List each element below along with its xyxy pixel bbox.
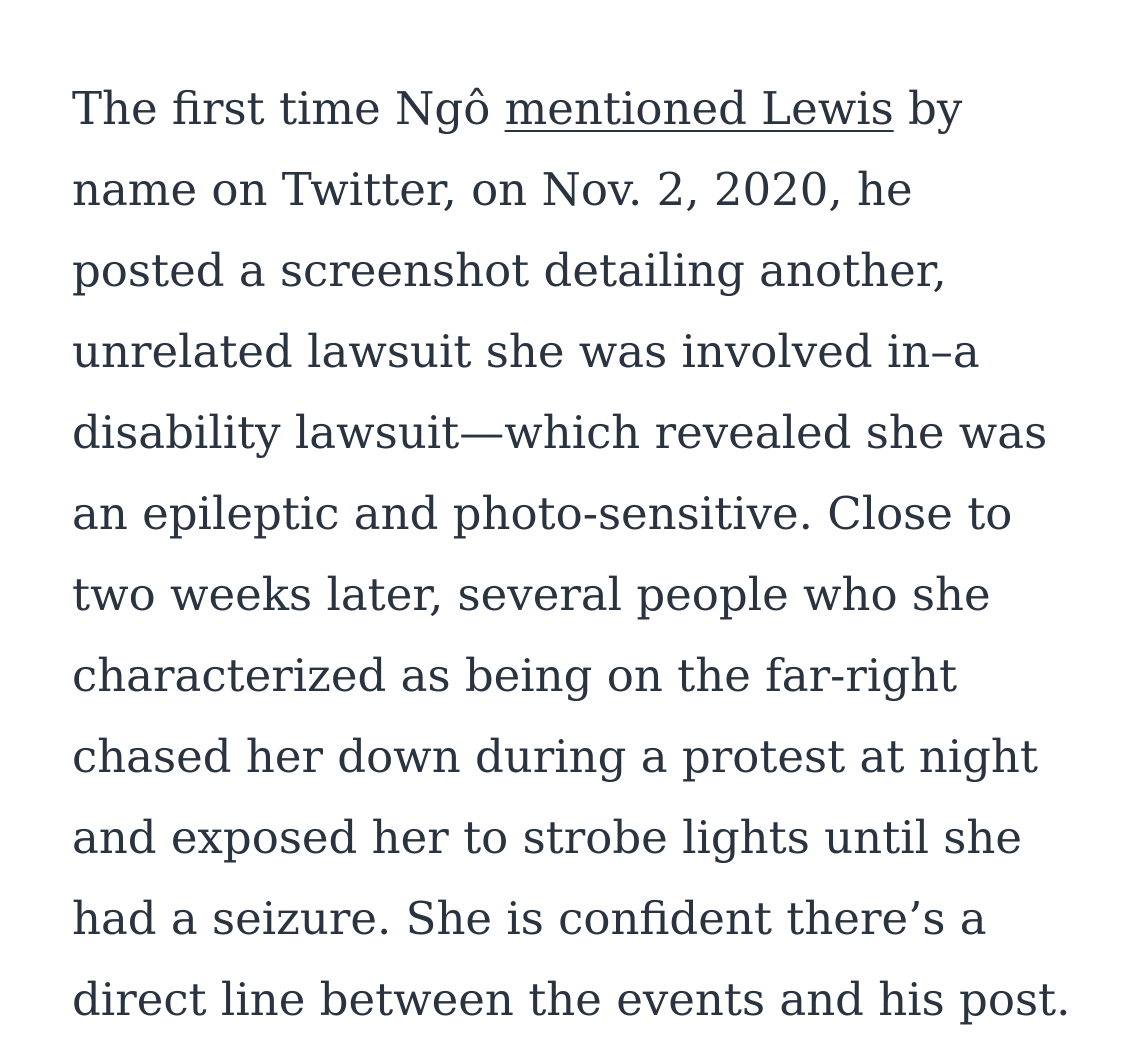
paragraph-line: two weeks later, several people who she bbox=[72, 568, 991, 621]
paragraph-line: and exposed her to strobe lights until she bbox=[72, 811, 1022, 864]
paragraph-text: by bbox=[893, 82, 963, 135]
paragraph-line: chased her down during a protest at night bbox=[72, 730, 1038, 783]
paragraph-line: posted a screenshot detailing another, bbox=[72, 244, 947, 297]
paragraph-line: direct line between the events and his post. bbox=[72, 973, 1071, 1026]
article-paragraph bbox=[72, 68, 1082, 1040]
paragraph-line: name on Twitter, on Nov. 2, 2020, he bbox=[72, 163, 913, 216]
mentioned-lewis-link[interactable]: mentioned Lewis bbox=[504, 82, 894, 135]
paragraph-line: disability lawsuit—which revealed she was bbox=[72, 406, 1048, 459]
paragraph-line: had a seizure. She is confident there’s a bbox=[72, 892, 987, 945]
paragraph-line: characterized as being on the far-right bbox=[72, 649, 958, 702]
paragraph-line: an epileptic and photo-sensitive. Close to bbox=[72, 487, 1013, 540]
paragraph-text: The first time Ngô bbox=[72, 82, 505, 135]
paragraph-line bbox=[72, 68, 1082, 149]
paragraph-line: unrelated lawsuit she was involved in–a bbox=[72, 325, 980, 378]
